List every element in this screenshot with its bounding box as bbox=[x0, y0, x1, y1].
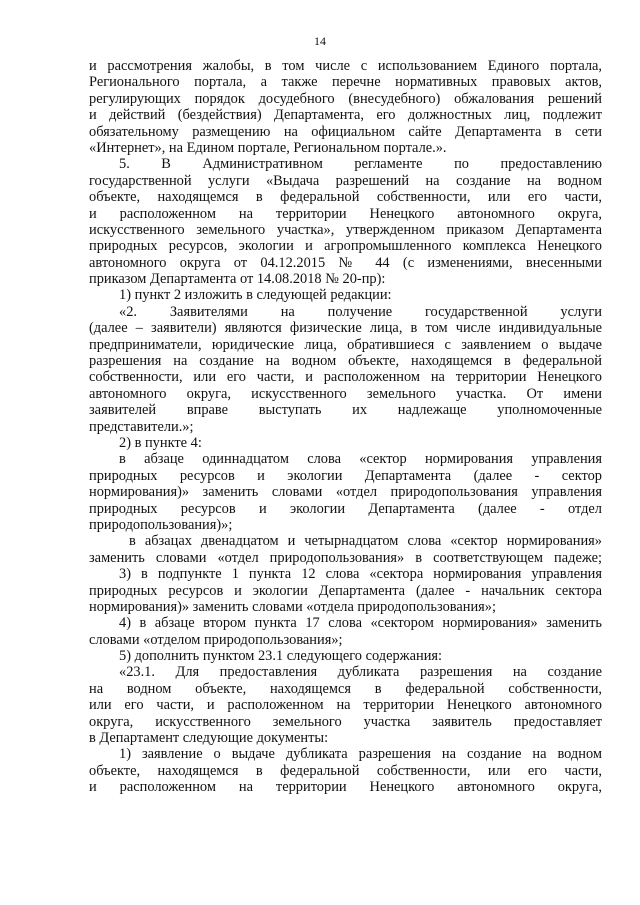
document-body bbox=[89, 58, 602, 796]
text-line: Регионального портала, а также перечне нормативных правовых актов, bbox=[89, 74, 602, 91]
text-line: округа, искусственного земельного участка заявитель предоставляет bbox=[89, 713, 602, 730]
text-line: объекте, находящемся в федеральной собственности, или его части, bbox=[89, 189, 602, 206]
text-line: природных ресурсов и экологии Департамента (далее - отдел bbox=[89, 500, 602, 517]
text-line: 2) в пункте 4: bbox=[119, 434, 202, 451]
text-line: и расположенном на территории Ненецкого автономного округа, bbox=[89, 205, 602, 222]
page-number: 14 bbox=[314, 34, 326, 48]
text-line: на водном объекте, находящемся в федеральной собственности, bbox=[89, 680, 602, 697]
text-line: разрешения на создание на водном объекте, находящемся в федеральной bbox=[89, 353, 602, 370]
text-line: природных ресурсов и экологии Департамента (далее - сектор bbox=[89, 467, 602, 484]
text-line: 5) дополнить пунктом 23.1 следующего содержания: bbox=[119, 648, 443, 665]
text-line: природных ресурсов, экологии и агропромышленного комплекса Ненецкого bbox=[89, 238, 602, 255]
text-line: словами «отделом природопользования»; bbox=[89, 631, 343, 648]
text-line: природных ресурсов и экологии Департамента (далее - начальник сектора bbox=[89, 582, 602, 599]
text-line: нормирования)» заменить словами «отдел природопользования управления bbox=[89, 484, 602, 501]
text-line: 1) заявление о выдаче дубликата разрешения на создание на водном bbox=[119, 746, 602, 763]
text-line: автономного округа от 04.12.2015 № 44 (с изменениями, внесенными bbox=[89, 254, 602, 271]
text-line: объекте, находящемся в федеральной собственности, или его части, bbox=[89, 762, 602, 779]
text-line: «23.1. Для предоставления дубликата разрешения на создание bbox=[119, 664, 602, 681]
text-line: государственной услуги «Выдача разрешений на создание на водном bbox=[89, 172, 602, 189]
text-line: приказом Департамента от 14.08.2018 № 20-пр): bbox=[89, 271, 386, 288]
text-line: «Интернет», на Едином портале, Региональном портале.». bbox=[89, 139, 447, 156]
text-line: 4) в абзаце втором пункта 17 слова «сектором нормирования» заменить bbox=[119, 615, 602, 632]
text-line: в абзацах двенадцатом и четырнадцатом слова «сектор нормирования» bbox=[129, 533, 602, 550]
text-line: и расположенном на территории Ненецкого автономного округа, bbox=[89, 779, 602, 796]
text-line: 5. В Административном регламенте по предоставлению bbox=[119, 156, 602, 173]
text-line: в абзаце одиннадцатом слова «сектор нормирования управления bbox=[119, 451, 602, 468]
text-line: заявителей вправе выступать их надлежаще уполномоченные bbox=[89, 402, 602, 419]
text-line: и действий (бездействия) Департамента, его должностных лиц, подлежит bbox=[89, 107, 602, 124]
text-line: 1) пункт 2 изложить в следующей редакции: bbox=[119, 287, 392, 304]
text-line: (далее – заявители) являются физические лица, в том числе индивидуальные bbox=[89, 320, 602, 337]
text-line: заменить словами «отдел природопользования» в соответствующем падеже; bbox=[89, 549, 602, 566]
text-line: искусственного земельного участка», утвержденном приказом Департамента bbox=[89, 221, 602, 238]
text-line: представители.»; bbox=[89, 418, 194, 435]
text-line: регулирующих порядок досудебного (внесудебного) обжалования решений bbox=[89, 90, 602, 107]
text-line: собственности, или его части, и расположенном на территории Ненецкого bbox=[89, 369, 602, 386]
text-line: в Департамент следующие документы: bbox=[89, 730, 329, 747]
text-line: или его части, и расположенном на территории Ненецкого автономного bbox=[89, 697, 602, 714]
text-line: автономного округа, искусственного земельного участка. От имени bbox=[89, 385, 602, 402]
text-line: «2. Заявителями на получение государственной услуги bbox=[119, 303, 602, 320]
text-line: и рассмотрения жалобы, в том числе с использованием Единого портала, bbox=[89, 58, 602, 74]
text-line: обязательному размещению на официальном сайте Департамента в сети bbox=[89, 123, 602, 140]
text-line: нормирования)» заменить словами «отдела природопользования»; bbox=[89, 598, 496, 615]
text-line: 3) в подпункте 1 пункта 12 слова «сектора нормирования управления bbox=[119, 566, 602, 583]
text-line: предприниматели, юридические лица, обратившиеся с заявлением о выдаче bbox=[89, 336, 602, 353]
text-line: природопользования)»; bbox=[89, 516, 233, 533]
